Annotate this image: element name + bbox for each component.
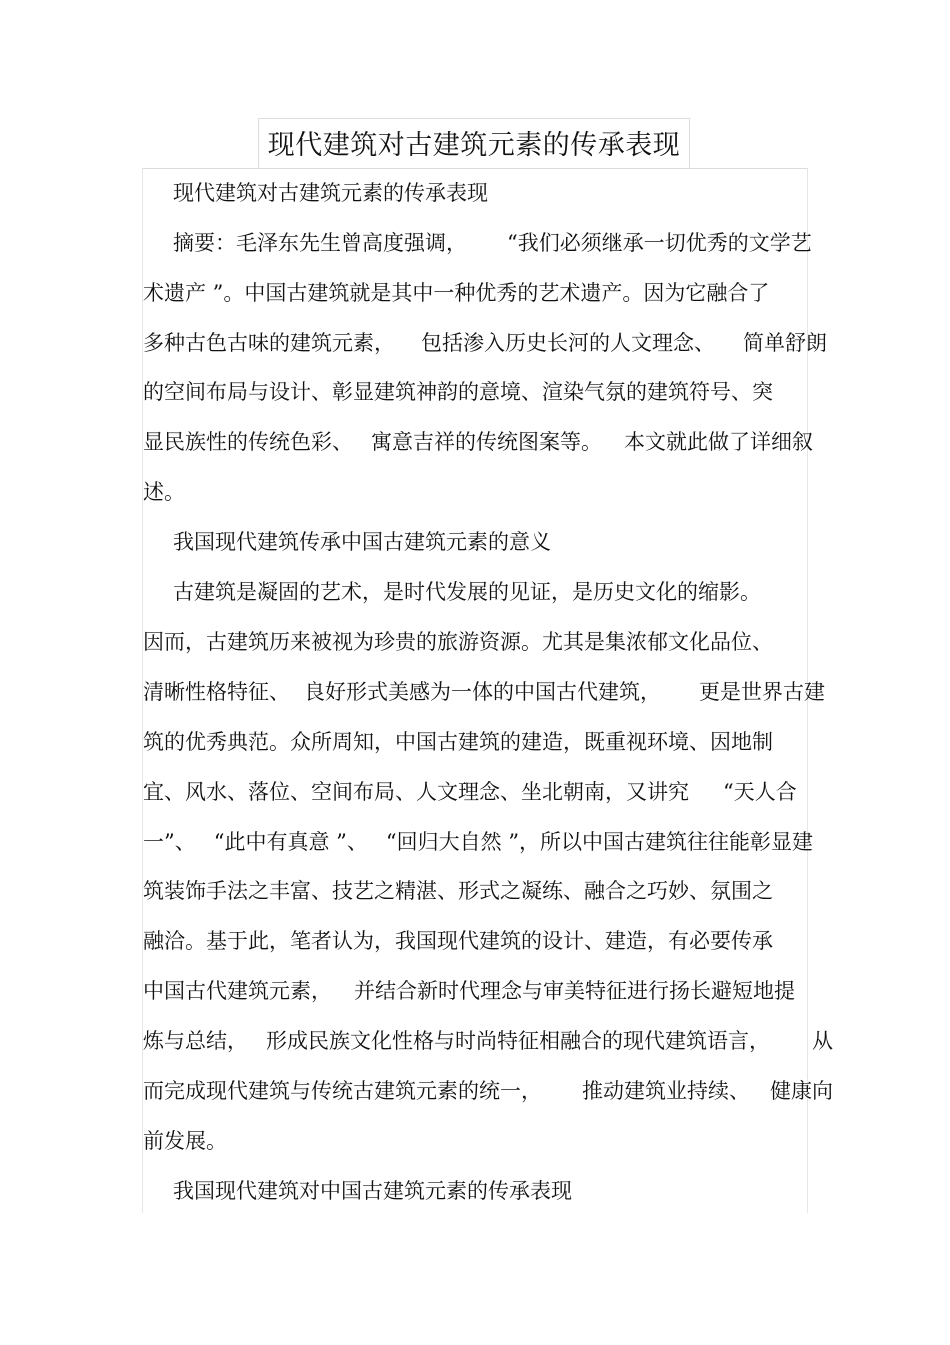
text-run: 包括渗入历史长河的人文理念、 <box>421 331 715 355</box>
text-run: 摘要：毛泽东先生曾高度强调， <box>173 231 467 255</box>
paragraph-line <box>143 425 813 459</box>
text-run: “此中有真意 ”、 <box>213 830 368 854</box>
paragraph-line <box>143 924 808 958</box>
text-run: 炼与总结， <box>143 1029 248 1053</box>
text-run: 我国现代建筑对中国古建筑元素的传承表现 <box>173 1179 572 1203</box>
text-run: 因而，古建筑历来被视为珍贵的旅游资源。尤其是集浓郁文化品位、 <box>143 630 773 654</box>
paragraph-line <box>143 575 808 609</box>
paragraph-line <box>143 874 808 908</box>
text-run: 良好形式美感为一体的中国古代建筑， <box>304 680 661 704</box>
text-run: 从 <box>812 1029 833 1053</box>
paragraph-line <box>143 276 808 310</box>
text-run: 中国古代建筑元素， <box>143 979 332 1003</box>
paragraph-line <box>143 775 808 809</box>
paragraph-line <box>143 825 814 859</box>
text-run: 更是世界古建 <box>699 680 825 704</box>
text-run: 术遗产 ”。中国古建筑就是其中一种优秀的艺术遗产。因为它融合了 <box>143 281 770 305</box>
text-run: 健康向 <box>770 1079 833 1103</box>
text-run: 清晰性格特征、 <box>143 680 290 704</box>
text-run: 本文就此做了详细叙 <box>624 430 813 454</box>
text-run: 的空间布局与设计、彰显建筑神韵的意境、渲染气氛的建筑符号、突 <box>143 380 773 404</box>
text-run: 前发展。 <box>143 1129 227 1153</box>
paragraph-line <box>143 326 827 360</box>
text-run: 一”、 <box>143 830 196 854</box>
text-run: 融洽。基于此，笔者认为，我国现代建筑的设计、建造，有必要传承 <box>143 929 773 953</box>
paragraph-line <box>143 974 808 1008</box>
text-run: 推动建筑业持续、 <box>582 1079 750 1103</box>
text-run: 形成民族文化性格与时尚特征相融合的现代建筑语言， <box>266 1029 770 1053</box>
paragraph-line <box>143 725 808 759</box>
text-run: 我国现代建筑传承中国古建筑元素的意义 <box>173 530 551 554</box>
text-run: 宜、风水、落位、空间布局、人文理念、坐北朝南，又讲究 <box>143 780 689 804</box>
paragraph-line <box>143 1024 833 1058</box>
paragraph-line <box>143 176 808 210</box>
text-run: 古建筑是凝固的艺术，是时代发展的见证，是历史文化的缩影。 <box>173 580 761 604</box>
text-run: 简单舒朗 <box>743 331 827 355</box>
paragraph-line <box>143 675 825 709</box>
text-run: “回归大自然 ”，所以中国古建筑往往能彰显建 <box>385 830 814 854</box>
paragraph-line <box>143 226 812 260</box>
title-box <box>258 118 690 168</box>
text-run: 多种古色古味的建筑元素， <box>143 331 395 355</box>
paragraph-line <box>143 475 808 509</box>
text-run: 显民族性的传统色彩、 <box>143 430 353 454</box>
text-run: “我们必须继承一切优秀的文学艺 <box>507 231 812 255</box>
text-run: 筑的优秀典范。众所周知，中国古建筑的建造，既重视环境、因地制 <box>143 730 773 754</box>
text-run: 现代建筑对古建筑元素的传承表现 <box>173 181 488 205</box>
text-run: 寓意吉祥的传统图案等。 <box>371 430 602 454</box>
text-run: 述。 <box>143 480 185 504</box>
paragraph-line <box>143 1124 808 1158</box>
text-run: 而完成现代建筑与传统古建筑元素的统一， <box>143 1079 542 1103</box>
text-run: “天人合 <box>723 780 797 804</box>
text-run: 筑装饰手法之丰富、技艺之精湛、形式之凝练、融合之巧妙、氛围之 <box>143 879 773 903</box>
document-title: 现代建筑对古建筑元素的传承表现 <box>267 130 681 161</box>
paragraph-line <box>143 375 808 409</box>
paragraph-line <box>143 1174 808 1208</box>
paragraph-line <box>143 625 808 659</box>
paragraph-line <box>143 1074 833 1108</box>
paragraph-line <box>143 525 808 559</box>
text-run: 并结合新时代理念与审美特征进行扬长避短地提 <box>354 979 795 1003</box>
